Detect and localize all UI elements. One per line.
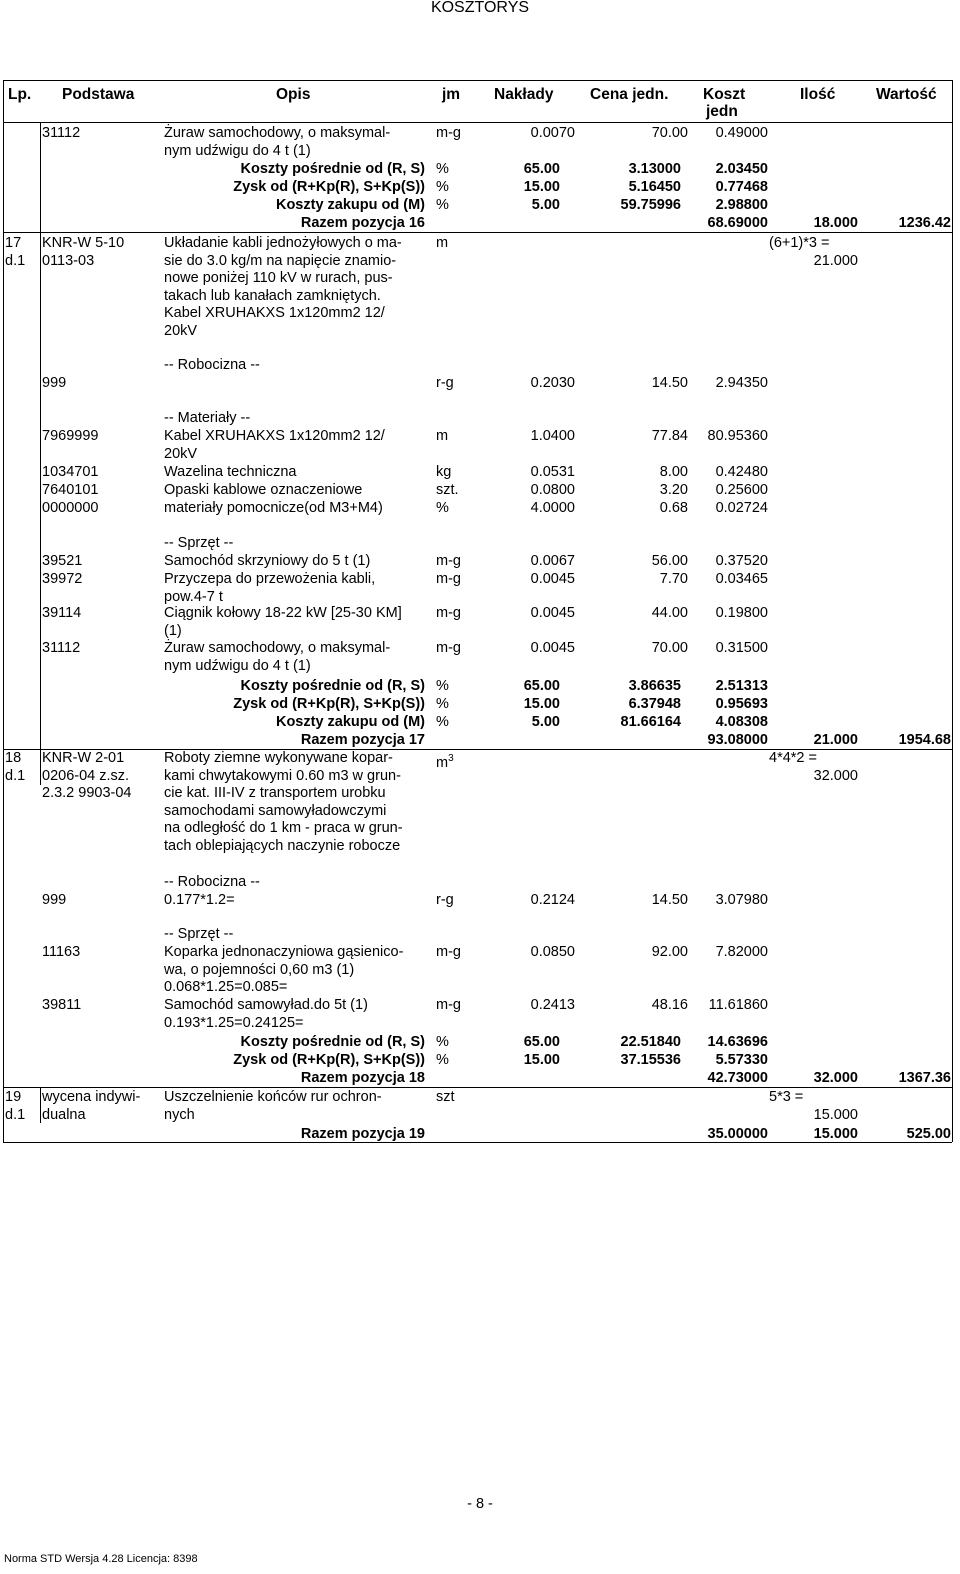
unit-price: 8.00 (659, 464, 688, 480)
unit-cost: 4.08308 (715, 714, 768, 730)
unit: % (436, 678, 449, 694)
naklady-value: 0.2124 (530, 892, 575, 908)
col-header-jm: jm (442, 86, 461, 103)
description: kami chwytakowymi 0.60 m3 w grun- (164, 767, 401, 784)
unit: % (436, 179, 449, 195)
unit: kg (436, 464, 452, 480)
software-footer: Norma STD Wersja 4.28 Licencja: 8398 (4, 1553, 198, 1565)
quantity-formula: (6+1)*3 = (769, 235, 830, 251)
unit-cost: 2.94350 (715, 375, 768, 391)
position-number: d.1 (5, 252, 26, 269)
unit: r-g (436, 375, 454, 391)
col-header-koszt: Koszt (703, 86, 746, 103)
description: cie kat. III-IV z transportem urobku (164, 785, 386, 802)
position-basis: 0206-04 z.sz. (42, 767, 130, 784)
description: samochodami samowyładowczymi (164, 802, 387, 819)
unit-price: 59.75996 (620, 197, 681, 213)
position-number: 17 (5, 235, 22, 251)
summary-label: Razem pozycja 17 (300, 732, 425, 748)
unit-price: 6.37948 (628, 696, 681, 712)
description: Kabel XRUHAKXS 1x120mm2 12/ (164, 305, 385, 322)
unit-price: 0.68 (659, 500, 688, 516)
unit: m-g (436, 997, 461, 1013)
quantity: 32.000 (813, 767, 858, 784)
unit-cost: 0.31500 (715, 640, 768, 656)
naklady-value: 0.0850 (530, 944, 575, 960)
unit-cost: 2.51313 (715, 678, 768, 694)
naklady-value: 0.0045 (530, 605, 575, 621)
position-basis: 2.3.2 9903-04 (42, 785, 132, 802)
unit-cost: 0.37520 (715, 553, 768, 569)
resource-code: 999 (42, 892, 67, 908)
naklady-value: 65.00 (523, 161, 560, 177)
unit-cost: 0.25600 (715, 482, 768, 498)
resource-code: 999 (42, 375, 67, 391)
position-basis: 0113-03 (42, 252, 95, 269)
description: Samochód skrzyniowy do 5 t (1) (164, 553, 371, 569)
value: 1236.42 (898, 215, 951, 231)
lp-podstawa-divider (40, 122, 41, 785)
table-right-border (952, 80, 953, 1142)
unit: % (436, 1034, 449, 1050)
unit: % (436, 696, 449, 712)
naklady-value: 0.2030 (530, 375, 575, 391)
description: 0.193*1.25=0.24125= (164, 1014, 304, 1031)
resource-code: 11163 (42, 944, 81, 960)
unit: % (436, 500, 449, 516)
description: nych (164, 1106, 195, 1123)
description: Wazelina techniczna (164, 464, 297, 480)
quantity: 32.000 (813, 1070, 858, 1086)
unit: szt (436, 1089, 455, 1105)
unit-cost: 11.61860 (708, 997, 768, 1013)
unit-cost: 0.19800 (715, 605, 768, 621)
unit: m-g (436, 125, 461, 141)
section-header: -- Materiały -- (164, 410, 251, 426)
col-header-opis: Opis (276, 86, 311, 103)
unit-cost: 2.03450 (715, 161, 768, 177)
naklady-value: 0.0070 (530, 125, 575, 141)
unit-price: 3.13000 (628, 161, 681, 177)
unit-cost: 80.95360 (707, 428, 768, 444)
description: nym udźwigu do 4 t (1) (164, 657, 311, 674)
position-number: d.1 (5, 767, 26, 784)
col-header-lp: Lp. (8, 86, 32, 103)
col-header-koszt-jedn: jedn (706, 103, 738, 120)
summary-label: Razem pozycja 16 (300, 215, 425, 231)
naklady-value: 65.00 (523, 678, 560, 694)
description: takach lub kanałach zamkniętych. (164, 287, 381, 304)
col-header-ilosc: Ilość (800, 86, 836, 103)
running-header: KOSZTORYS (430, 0, 530, 16)
unit-price: 44.00 (651, 605, 688, 621)
quantity-formula: 4*4*2 = (769, 750, 817, 766)
unit-cost: 35.00000 (707, 1126, 768, 1142)
unit-price: 7.70 (659, 571, 688, 587)
unit-price: 3.86635 (628, 678, 681, 694)
summary-label: Koszty pośrednie od (R, S) (240, 678, 425, 694)
description: na odległość do 1 km - praca w grun- (164, 820, 403, 837)
resource-code: 31112 (42, 640, 81, 656)
description: Ciągnik kołowy 18-22 kW [25-30 KM] (164, 605, 402, 621)
summary-label: Razem pozycja 18 (300, 1070, 425, 1086)
unit: % (436, 161, 449, 177)
quantity: 21.000 (813, 732, 858, 748)
unit: m-g (436, 553, 461, 569)
unit-cost: 68.69000 (707, 215, 768, 231)
unit-price: 48.16 (651, 997, 688, 1013)
naklady-value: 15.00 (523, 696, 560, 712)
position-number: d.1 (5, 1106, 26, 1123)
position-basis: wycena indywi- (42, 1089, 141, 1105)
description: 20kV (164, 445, 198, 462)
unit-cost: 0.03465 (715, 571, 768, 587)
description: materiały pomocnicze(od M3+M4) (164, 500, 383, 516)
unit-cost: 0.49000 (715, 125, 768, 141)
quantity-formula: 5*3 = (769, 1089, 804, 1105)
unit: m-g (436, 944, 461, 960)
unit: % (436, 1052, 449, 1068)
naklady-value: 0.0067 (530, 553, 575, 569)
section-header: -- Sprzęt -- (164, 535, 234, 551)
naklady-value: 0.0531 (530, 464, 575, 480)
header-bottom-rule (3, 122, 952, 123)
unit: szt. (436, 482, 459, 498)
resource-code: 7640101 (42, 482, 99, 498)
unit-price: 56.00 (651, 553, 688, 569)
resource-code: 39114 (42, 605, 82, 621)
value: 1367.36 (898, 1070, 951, 1086)
col-header-podstawa: Podstawa (62, 86, 135, 103)
description: Koparka jednonaczyniowa gąsienico- (164, 944, 404, 960)
resource-code: 1034701 (42, 464, 99, 480)
pos18-separator-rule (3, 1087, 952, 1088)
summary-label: Razem pozycja 19 (300, 1126, 425, 1142)
summary-label: Koszty pośrednie od (R, S) (240, 1034, 425, 1050)
description: Uszczelnienie końców rur ochron- (164, 1089, 382, 1105)
naklady-value: 5.00 (531, 197, 560, 213)
description: tach oblepiających naczynie robocze (164, 838, 401, 854)
description: Przyczepa do przewożenia kabli, (164, 571, 376, 587)
unit-cost: 0.95693 (715, 696, 768, 712)
unit-price: 77.84 (651, 428, 688, 444)
col-header-naklady: Nakłady (494, 86, 554, 103)
unit-cost: 7.82000 (715, 944, 768, 960)
unit-price: 5.16450 (628, 179, 681, 195)
description: Żuraw samochodowy, o maksymal- (164, 640, 391, 656)
unit-cost: 0.02724 (715, 500, 768, 516)
unit: m-g (436, 640, 461, 656)
section-header: -- Robocizna -- (164, 874, 260, 890)
unit-price: 37.15536 (620, 1052, 681, 1068)
unit-cost: 93.08000 (707, 732, 768, 748)
resource-code: 31112 (42, 125, 81, 141)
unit-price: 22.51840 (620, 1034, 681, 1050)
unit-price: 14.50 (651, 375, 688, 391)
naklady-value: 5.00 (531, 714, 560, 730)
unit-cost: 0.42480 (715, 464, 768, 480)
pos16-separator-rule (3, 232, 952, 233)
unit-cost: 2.98800 (715, 197, 768, 213)
position-basis: KNR-W 2-01 (42, 750, 125, 766)
description: 0.068*1.25=0.085= (164, 979, 288, 996)
position-number: 19 (5, 1089, 22, 1105)
value: 1954.68 (898, 732, 951, 748)
section-header: -- Sprzęt -- (164, 926, 234, 942)
resource-code: 39811 (42, 997, 82, 1013)
value: 525.00 (906, 1126, 951, 1142)
description: nowe poniżej 110 kV w rurach, pus- (164, 270, 393, 287)
description: Samochód samowyład.do 5t (1) (164, 997, 368, 1013)
section-header: -- Robocizna -- (164, 357, 260, 373)
page-number: - 8 - (467, 1496, 493, 1512)
naklady-value: 0.0800 (530, 482, 575, 498)
unit: m (436, 235, 449, 251)
description: Kabel XRUHAKXS 1x120mm2 12/ (164, 428, 385, 444)
unit: % (436, 714, 449, 730)
unit: m-g (436, 571, 461, 587)
unit-cost: 5.57330 (715, 1052, 768, 1068)
table-left-border (3, 80, 4, 1142)
unit-price: 92.00 (651, 944, 688, 960)
naklady-value: 15.00 (523, 179, 560, 195)
description: 20kV (164, 323, 198, 339)
naklady-value: 0.2413 (530, 997, 575, 1013)
quantity: 21.000 (813, 252, 858, 269)
position-basis: dualna (42, 1106, 86, 1123)
naklady-value: 15.00 (523, 1052, 560, 1068)
unit-price: 70.00 (651, 125, 688, 141)
unit: m-g (436, 605, 461, 621)
summary-label: Koszty pośrednie od (R, S) (240, 161, 425, 177)
unit-price: 70.00 (651, 640, 688, 656)
summary-label: Zysk od (R+Kp(R), S+Kp(S)) (233, 179, 425, 195)
col-header-wartosc: Wartość (876, 86, 937, 103)
description: Opaski kablowe oznaczeniowe (164, 482, 363, 498)
description: sie do 3.0 kg/m na napięcie znamio- (164, 252, 397, 269)
description: Żuraw samochodowy, o maksymal- (164, 125, 391, 141)
unit-price: 3.20 (659, 482, 688, 498)
col-header-cena: Cena jedn. (590, 86, 669, 103)
naklady-value: 1.0400 (530, 428, 575, 444)
naklady-value: 0.0045 (530, 571, 575, 587)
quantity: 15.000 (813, 1126, 858, 1142)
description: (1) (164, 622, 182, 639)
description: Układanie kabli jednożyłowych o ma- (164, 235, 402, 251)
naklady-value: 65.00 (523, 1034, 560, 1050)
summary-label: Koszty zakupu od (M) (275, 714, 425, 730)
naklady-value: 0.0045 (530, 640, 575, 656)
unit-cost: 14.63696 (707, 1034, 768, 1050)
resource-code: 39521 (42, 553, 83, 569)
description: 0.177*1.2= (164, 892, 235, 908)
unit-cost: 3.07980 (715, 892, 768, 908)
description: nym udźwigu do 4 t (1) (164, 142, 311, 159)
resource-code: 0000000 (42, 500, 99, 516)
unit: m (436, 428, 449, 444)
lp-podstawa-divider-lower (40, 1087, 41, 1123)
unit: % (436, 197, 449, 213)
unit: r-g (436, 892, 454, 908)
description: Roboty ziemne wykonywane kopar- (164, 750, 393, 766)
summary-label: Zysk od (R+Kp(R), S+Kp(S)) (233, 1052, 425, 1068)
quantity: 18.000 (813, 215, 858, 231)
unit-cost: 42.73000 (707, 1070, 768, 1086)
resource-code: 39972 (42, 571, 83, 587)
summary-label: Koszty zakupu od (M) (275, 197, 425, 213)
description: wa, o pojemności 0,60 m3 (1) (164, 961, 355, 978)
naklady-value: 4.0000 (530, 500, 575, 516)
position-basis: KNR-W 5-10 (42, 235, 125, 251)
unit-price: 81.66164 (620, 714, 681, 730)
unit-cost: 0.77468 (715, 179, 768, 195)
unit: $m^3$ (436, 753, 454, 771)
table-top-rule (3, 80, 952, 81)
quantity: 15.000 (813, 1106, 858, 1123)
summary-label: Zysk od (R+Kp(R), S+Kp(S)) (233, 696, 425, 712)
resource-code: 7969999 (42, 428, 99, 444)
position-number: 18 (5, 750, 22, 766)
description: pow.4-7 t (164, 588, 223, 605)
unit-price: 14.50 (651, 892, 688, 908)
